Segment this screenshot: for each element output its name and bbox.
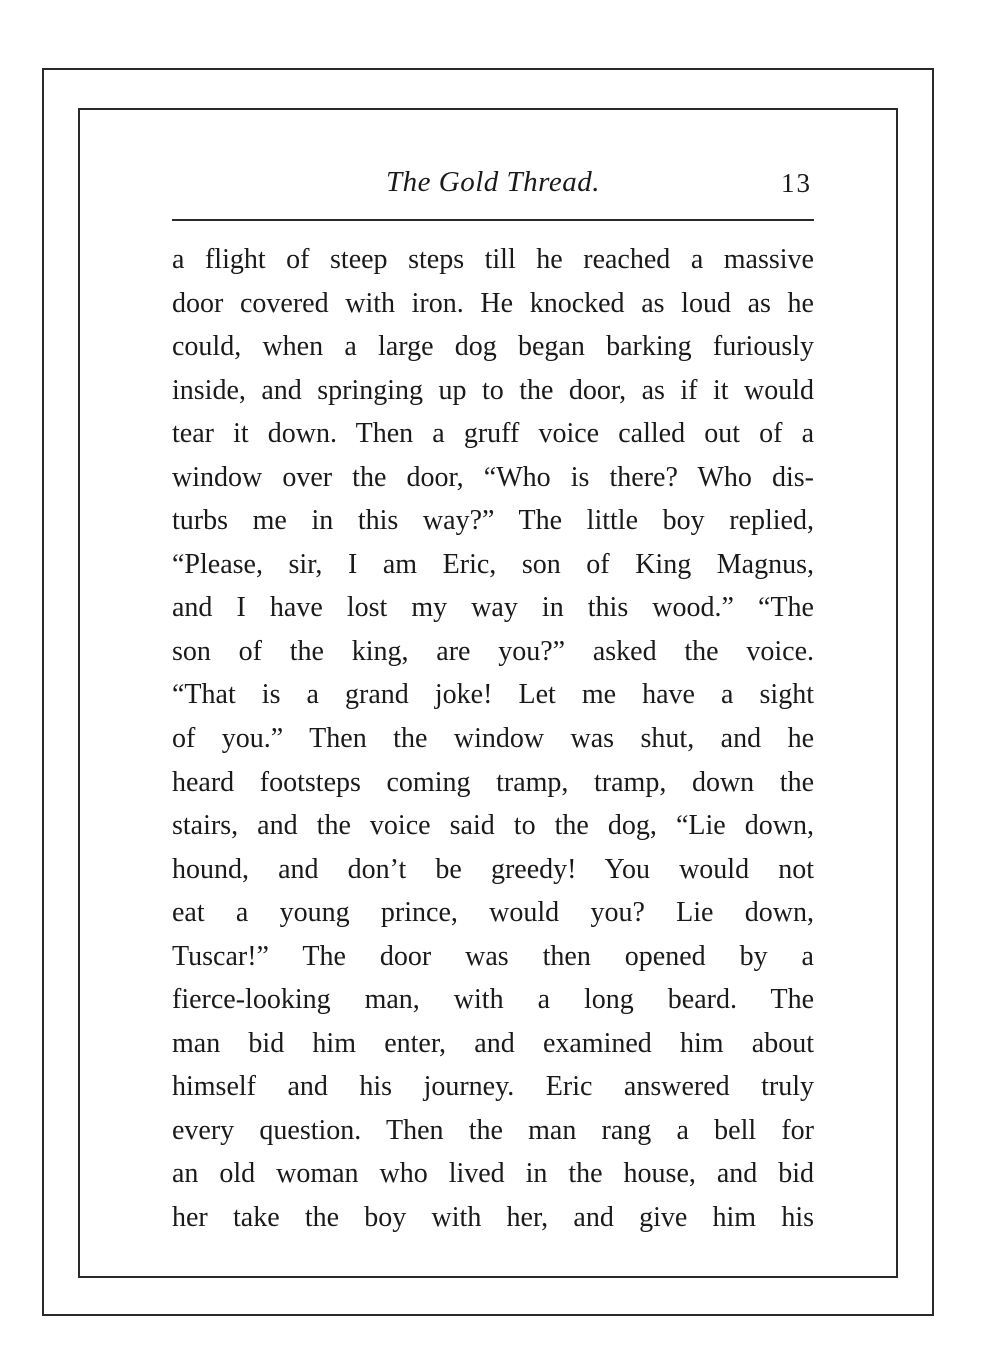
text-line: window over the door, “Who is there? Who dis- <box>172 461 814 493</box>
text-line: “Please, sir, I am Eric, son of King Magnus, <box>172 548 814 580</box>
header-rule <box>172 219 814 221</box>
text-line: heard footsteps coming tramp, tramp, down the <box>172 766 814 798</box>
text-line: tear it down. Then a gruff voice called out of a <box>172 418 814 450</box>
text-line: “That is a grand joke! Let me have a sight <box>172 679 814 711</box>
text-line: an old woman who lived in the house, and bid <box>172 1158 814 1190</box>
text-line: of you.” Then the window was shut, and he <box>172 723 814 755</box>
text-line: man bid him enter, and examined him about <box>172 1027 814 1059</box>
text-line: turbs me in this way?” The little boy replied, <box>172 505 814 537</box>
text-line: hound, and don’t be greedy! You would not <box>172 853 814 885</box>
running-head <box>172 158 814 208</box>
text-line: and I have lost my way in this wood.” “The <box>172 592 814 624</box>
running-title: The Gold Thread. <box>386 166 600 198</box>
text-line: stairs, and the voice said to the dog, “Lie down, <box>172 810 814 842</box>
text-line: son of the king, are you?” asked the voice. <box>172 635 814 667</box>
text-line: eat a young prince, would you? Lie down, <box>172 897 814 929</box>
page-number: 13 <box>781 168 812 198</box>
text-line: himself and his journey. Eric answered truly <box>172 1071 814 1103</box>
text-line: every question. Then the man rang a bell for <box>172 1114 814 1146</box>
text-line: a flight of steep steps till he reached a massive <box>172 244 814 275</box>
text-line: her take the boy with her, and give him his <box>172 1202 814 1234</box>
text-line: could, when a large dog began barking furiously <box>172 331 814 363</box>
text-line: door covered with iron. He knocked as loud as he <box>172 287 814 319</box>
text-line: inside, and springing up to the door, as if it would <box>172 374 814 406</box>
text-line: fierce-looking man, with a long beard. The <box>172 984 814 1016</box>
text-line: Tuscar!” The door was then opened by a <box>172 940 814 972</box>
body-text <box>172 238 814 1240</box>
